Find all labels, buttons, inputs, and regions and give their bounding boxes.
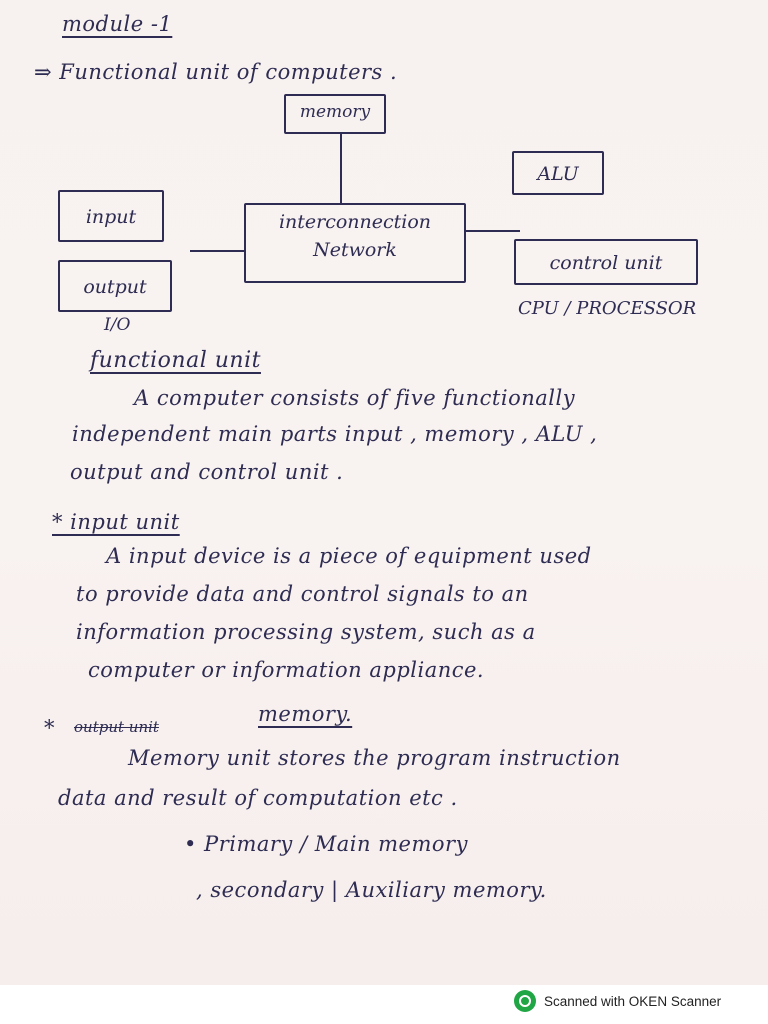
functional-unit-line-1: A computer consists of five functionally — [134, 386, 576, 410]
input-unit-line-2: to provide data and control signals to an — [76, 582, 529, 606]
control-unit-label: control unit — [549, 252, 663, 274]
control-unit-box — [514, 239, 698, 285]
input-label: input — [85, 206, 137, 228]
memory-star: * — [44, 716, 55, 740]
oken-scanner-icon — [514, 990, 536, 1012]
scanner-watermark — [514, 990, 721, 1012]
interconnection-label-1: interconnection — [278, 211, 432, 233]
interconnection-box — [244, 203, 466, 283]
input-unit-line-3: information processing system, such as a — [76, 620, 536, 644]
struck-out-text: output unit — [74, 718, 159, 736]
functional-unit-line-2: independent main parts input , memory , ALU , — [72, 422, 598, 446]
input-unit-heading: * input unit — [52, 510, 180, 534]
input-unit-line-4: computer or information appliance. — [88, 658, 485, 682]
scanner-text: Scanned with OKEN Scanner — [544, 993, 722, 1009]
memory-label: memory — [299, 102, 371, 122]
functional-unit-line-3: output and control unit . — [70, 460, 344, 484]
alu-box — [512, 151, 604, 195]
memory-type-primary: • Primary / Main memory — [184, 832, 468, 856]
functional-unit-heading: functional unit — [90, 348, 261, 373]
io-label: I/O — [104, 315, 131, 335]
memory-line-1: Memory unit stores the program instruction — [128, 746, 621, 770]
memory-heading: memory. — [258, 702, 353, 726]
page-title: module -1 — [62, 12, 173, 36]
section-heading: ⇒ Functional unit of computers . — [34, 60, 398, 84]
cpu-label: CPU / PROCESSOR — [518, 298, 697, 319]
output-label: output — [83, 276, 147, 298]
memory-box — [284, 94, 386, 134]
interconnection-label-2: Network — [313, 239, 397, 261]
alu-label: ALU — [537, 163, 579, 185]
input-box — [58, 190, 164, 242]
output-box — [58, 260, 172, 312]
input-unit-line-1: A input device is a piece of equipment used — [106, 544, 592, 568]
memory-type-secondary: , secondary | Auxiliary memory. — [196, 878, 547, 902]
memory-line-2: data and result of computation etc . — [58, 786, 458, 810]
